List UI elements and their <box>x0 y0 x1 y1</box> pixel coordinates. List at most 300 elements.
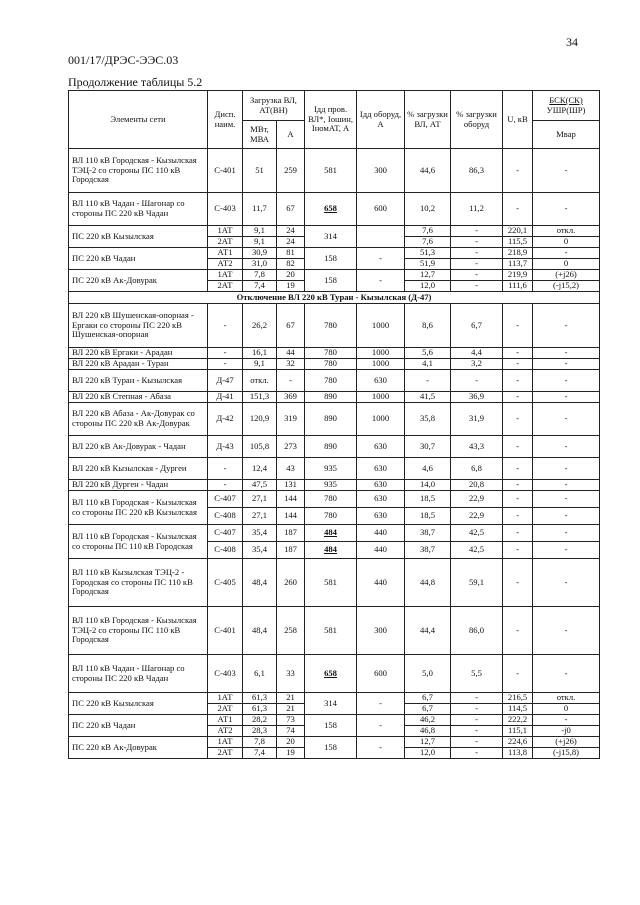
header-elements: Элементы сети <box>69 91 208 149</box>
pct-obor: - <box>451 270 503 281</box>
disp-name: С-403 <box>208 193 243 226</box>
pct-vl: 12,7 <box>405 737 451 748</box>
load-a: 187 <box>277 525 305 542</box>
load-a: 319 <box>277 403 305 436</box>
pct-vl: 7,6 <box>405 237 451 248</box>
element-name: ВЛ 220 кВ Дурген - Чадан <box>69 480 208 491</box>
load-a: 131 <box>277 480 305 491</box>
pct-obor: - <box>451 248 503 259</box>
disp-name: С-408 <box>208 508 243 525</box>
pct-obor: 20,8 <box>451 480 503 491</box>
voltage: - <box>503 149 533 193</box>
idd-obor: 630 <box>357 491 405 508</box>
disp-name: АТ1 <box>208 715 243 726</box>
pct-vl: 14,0 <box>405 480 451 491</box>
idd-prov: 780 <box>305 359 357 370</box>
idd-obor: 1000 <box>357 348 405 359</box>
bsk-value: откл. <box>533 693 600 704</box>
load-mw: 27,1 <box>243 491 277 508</box>
disp-name: С-408 <box>208 542 243 559</box>
bsk-value: - <box>533 403 600 436</box>
load-mw: 28,3 <box>243 726 277 737</box>
element-name: ПС 220 кВ Кызылская <box>69 693 208 715</box>
load-mw: откл. <box>243 370 277 392</box>
pct-vl: 30,7 <box>405 436 451 458</box>
element-name: ВЛ 110 кВ Кызылская ТЭЦ-2 - Городская со стороны ПС 110 кВ Городская <box>69 559 208 607</box>
pct-vl: 5,0 <box>405 655 451 693</box>
header-idd-prov: Iдд пров. ВЛ*, Iошин, IномАТ, А <box>305 91 357 149</box>
disp-name: 1АТ <box>208 226 243 237</box>
idd-prov: 890 <box>305 392 357 403</box>
idd-prov: 581 <box>305 607 357 655</box>
voltage: - <box>503 370 533 392</box>
table-row <box>69 403 600 436</box>
load-a: 33 <box>277 655 305 693</box>
load-mw: 31,0 <box>243 259 277 270</box>
idd-prov: 890 <box>305 403 357 436</box>
disp-name: - <box>208 359 243 370</box>
load-mw: 7,8 <box>243 270 277 281</box>
table-row <box>69 655 600 693</box>
voltage: - <box>503 480 533 491</box>
idd-prov: 780 <box>305 370 357 392</box>
voltage: 219,9 <box>503 270 533 281</box>
pct-obor: 6,8 <box>451 458 503 480</box>
bsk-value: - <box>533 248 600 259</box>
load-a: 82 <box>277 259 305 270</box>
header-bsk <box>533 91 600 121</box>
pct-vl: 51,9 <box>405 259 451 270</box>
pct-vl: - <box>405 370 451 392</box>
voltage: 220,1 <box>503 226 533 237</box>
table-row <box>69 304 600 348</box>
header-u: U, кВ <box>503 91 533 149</box>
pct-obor: 22,9 <box>451 491 503 508</box>
disp-name: С-401 <box>208 149 243 193</box>
idd-obor: 440 <box>357 559 405 607</box>
idd-prov: 158 <box>305 715 357 737</box>
voltage: - <box>503 403 533 436</box>
pct-vl: 18,5 <box>405 508 451 525</box>
idd-prov: 581 <box>305 149 357 193</box>
element-name: ВЛ 220 кВ Ергаки - Арадан <box>69 348 208 359</box>
voltage: - <box>503 193 533 226</box>
element-name: ВЛ 110 кВ Городская - Кызылская ТЭЦ-2 со стороны ПС 110 кВ Городская <box>69 149 208 193</box>
pct-obor: 86,3 <box>451 149 503 193</box>
load-a: 273 <box>277 436 305 458</box>
table-row <box>69 370 600 392</box>
voltage: 218,9 <box>503 248 533 259</box>
load-mw: 48,4 <box>243 607 277 655</box>
disp-name: С-403 <box>208 655 243 693</box>
load-mw: 16,1 <box>243 348 277 359</box>
bsk-value: - <box>533 348 600 359</box>
pct-vl: 44,4 <box>405 607 451 655</box>
voltage: - <box>503 359 533 370</box>
load-a: - <box>277 370 305 392</box>
bsk-value: - <box>533 559 600 607</box>
bsk-value: - <box>533 392 600 403</box>
bsk-value: 0 <box>533 704 600 715</box>
pct-vl: 38,7 <box>405 525 451 542</box>
idd-prov: 935 <box>305 480 357 491</box>
pct-obor: - <box>451 237 503 248</box>
voltage: - <box>503 559 533 607</box>
idd-prov: 935 <box>305 458 357 480</box>
load-a: 260 <box>277 559 305 607</box>
table-row <box>69 348 600 359</box>
load-a: 73 <box>277 715 305 726</box>
load-a: 67 <box>277 304 305 348</box>
disp-name: 2АТ <box>208 704 243 715</box>
idd-obor: - <box>357 737 405 759</box>
disp-name: 1АТ <box>208 270 243 281</box>
pct-vl: 8,6 <box>405 304 451 348</box>
load-a: 20 <box>277 737 305 748</box>
load-mw: 26,2 <box>243 304 277 348</box>
disp-name: - <box>208 348 243 359</box>
table-row <box>69 248 600 259</box>
idd-prov: 484 <box>305 542 357 559</box>
element-name: ВЛ 110 кВ Городская - Кызылская ТЭЦ-2 со стороны ПС 110 кВ Городская <box>69 607 208 655</box>
table-row <box>69 480 600 491</box>
pct-vl: 12,0 <box>405 748 451 759</box>
table-row <box>69 491 600 508</box>
voltage: 115,5 <box>503 237 533 248</box>
bsk-value: - <box>533 370 600 392</box>
load-mw: 105,8 <box>243 436 277 458</box>
load-mw: 28,2 <box>243 715 277 726</box>
load-a: 144 <box>277 508 305 525</box>
header-pct-obor: % загрузки оборуд <box>451 91 503 149</box>
voltage: 113,8 <box>503 748 533 759</box>
pct-obor: - <box>451 370 503 392</box>
voltage: - <box>503 348 533 359</box>
disp-name: - <box>208 304 243 348</box>
header-load-a: А <box>277 121 305 149</box>
header-bsk-top: БСК(СК) <box>549 94 583 105</box>
pct-vl: 18,5 <box>405 491 451 508</box>
voltage: - <box>503 607 533 655</box>
disp-name: С-405 <box>208 559 243 607</box>
section-title: Отключение ВЛ 220 кВ Туран - Кызылская (Д-47) <box>69 292 600 304</box>
header-load: Загрузка ВЛ, АТ(ВН) <box>243 91 305 121</box>
pct-vl: 51,3 <box>405 248 451 259</box>
idd-obor: 630 <box>357 458 405 480</box>
voltage: - <box>503 304 533 348</box>
idd-obor: 440 <box>357 542 405 559</box>
bsk-value: - <box>533 525 600 542</box>
element-name: ВЛ 220 кВ Арадан - Туран <box>69 359 208 370</box>
voltage: - <box>503 436 533 458</box>
element-name: ВЛ 220 кВ Степная - Абаза <box>69 392 208 403</box>
header-load-mw: МВт, МВА <box>243 121 277 149</box>
load-a: 19 <box>277 281 305 292</box>
bsk-value: (-j15,8) <box>533 748 600 759</box>
voltage: - <box>503 525 533 542</box>
load-a: 24 <box>277 226 305 237</box>
pct-obor: 11,2 <box>451 193 503 226</box>
load-mw: 12,4 <box>243 458 277 480</box>
table-row <box>69 270 600 281</box>
idd-prov: 780 <box>305 508 357 525</box>
element-name: ВЛ 220 кВ Туран - Кызылская <box>69 370 208 392</box>
table-row <box>69 193 600 226</box>
element-name: ВЛ 220 кВ Кызылская - Дургеи <box>69 458 208 480</box>
pct-vl: 44,8 <box>405 559 451 607</box>
disp-name: АТ2 <box>208 259 243 270</box>
idd-obor: 630 <box>357 370 405 392</box>
load-mw: 7,8 <box>243 737 277 748</box>
bsk-value: - <box>533 458 600 480</box>
load-table <box>68 90 600 759</box>
idd-prov: 890 <box>305 436 357 458</box>
disp-name: Д-43 <box>208 436 243 458</box>
load-mw: 9,1 <box>243 226 277 237</box>
voltage: 216,5 <box>503 693 533 704</box>
load-mw: 120,9 <box>243 403 277 436</box>
pct-vl: 10,2 <box>405 193 451 226</box>
disp-name: Д-47 <box>208 370 243 392</box>
load-a: 369 <box>277 392 305 403</box>
idd-prov: 158 <box>305 737 357 759</box>
table-row <box>69 436 600 458</box>
pct-obor: - <box>451 737 503 748</box>
table-row <box>69 359 600 370</box>
bsk-value: - <box>533 359 600 370</box>
idd-obor: - <box>357 693 405 715</box>
pct-obor: - <box>451 748 503 759</box>
pct-vl: 12,7 <box>405 270 451 281</box>
load-mw: 61,3 <box>243 693 277 704</box>
table-row <box>69 715 600 726</box>
pct-obor: 3,2 <box>451 359 503 370</box>
header-bsk-unit: Мвар <box>533 121 600 149</box>
disp-name: С-407 <box>208 491 243 508</box>
pct-vl: 38,7 <box>405 542 451 559</box>
element-name: ВЛ 220 кВ Ак-Довурак - Чадан <box>69 436 208 458</box>
pct-vl: 4,6 <box>405 458 451 480</box>
header-pct-vl: % загрузки ВЛ, АТ <box>405 91 451 149</box>
load-mw: 9,1 <box>243 359 277 370</box>
pct-vl: 6,7 <box>405 693 451 704</box>
element-name: ПС 220 кВ Чадан <box>69 248 208 270</box>
element-name: ПС 220 кВ Ак-Довурак <box>69 737 208 759</box>
disp-name: С-401 <box>208 607 243 655</box>
bsk-value: - <box>533 436 600 458</box>
table-row <box>69 458 600 480</box>
bsk-value: 0 <box>533 237 600 248</box>
element-name: ВЛ 220 кВ Шушенская-опорная - Ергаки со стороны ПС 220 кВ Шушенская-опорная <box>69 304 208 348</box>
load-mw: 11,7 <box>243 193 277 226</box>
pct-obor: - <box>451 226 503 237</box>
idd-obor: 630 <box>357 508 405 525</box>
pct-obor: - <box>451 726 503 737</box>
pct-vl: 12,0 <box>405 281 451 292</box>
load-a: 259 <box>277 149 305 193</box>
bsk-value: - <box>533 542 600 559</box>
pct-vl: 7,6 <box>405 226 451 237</box>
idd-obor: 630 <box>357 480 405 491</box>
pct-vl: 4,1 <box>405 359 451 370</box>
pct-obor: 42,5 <box>451 525 503 542</box>
idd-obor: 1000 <box>357 304 405 348</box>
bsk-value: - <box>533 480 600 491</box>
bsk-value: откл. <box>533 226 600 237</box>
idd-obor: 600 <box>357 655 405 693</box>
load-a: 67 <box>277 193 305 226</box>
idd-prov: 158 <box>305 270 357 292</box>
load-mw: 30,9 <box>243 248 277 259</box>
disp-name: Д-41 <box>208 392 243 403</box>
table-row <box>69 693 600 704</box>
pct-obor: - <box>451 704 503 715</box>
pct-obor: 4,4 <box>451 348 503 359</box>
pct-obor: - <box>451 259 503 270</box>
element-name: ПС 220 кВ Чадан <box>69 715 208 737</box>
pct-vl: 41,5 <box>405 392 451 403</box>
table-row <box>69 607 600 655</box>
pct-vl: 46,8 <box>405 726 451 737</box>
bsk-value: - <box>533 304 600 348</box>
voltage: - <box>503 491 533 508</box>
bsk-value: 0 <box>533 259 600 270</box>
bsk-value: - <box>533 655 600 693</box>
pct-vl: 35,8 <box>405 403 451 436</box>
document-id: 001/17/ДРЭС-ЭЭС.03 <box>68 53 179 67</box>
idd-obor: 1000 <box>357 392 405 403</box>
idd-prov: 314 <box>305 226 357 248</box>
pct-obor: 43,3 <box>451 436 503 458</box>
load-a: 21 <box>277 693 305 704</box>
idd-prov: 581 <box>305 559 357 607</box>
voltage: - <box>503 655 533 693</box>
element-name: ВЛ 110 кВ Городская - Кызылская со стороны ПС 220 кВ Кызылская <box>69 491 208 525</box>
load-a: 19 <box>277 748 305 759</box>
load-a: 43 <box>277 458 305 480</box>
bsk-value: -j0 <box>533 726 600 737</box>
pct-vl: 5,6 <box>405 348 451 359</box>
load-a: 21 <box>277 704 305 715</box>
idd-obor: - <box>357 270 405 292</box>
idd-obor: 1000 <box>357 359 405 370</box>
bsk-value: (+j26) <box>533 270 600 281</box>
table-row <box>69 226 600 237</box>
table-row <box>69 737 600 748</box>
voltage: - <box>503 508 533 525</box>
load-a: 32 <box>277 359 305 370</box>
load-a: 20 <box>277 270 305 281</box>
idd-prov: 658 <box>305 193 357 226</box>
bsk-value: - <box>533 508 600 525</box>
bsk-value: - <box>533 491 600 508</box>
idd-prov: 158 <box>305 248 357 270</box>
disp-name: Д-42 <box>208 403 243 436</box>
table-row <box>69 559 600 607</box>
element-name: ВЛ 110 кВ Чадан - Шагонар со стороны ПС 220 кВ Чадан <box>69 655 208 693</box>
load-mw: 47,5 <box>243 480 277 491</box>
table-caption: Продолжение таблицы 5.2 <box>68 75 203 89</box>
disp-name: - <box>208 458 243 480</box>
load-mw: 35,4 <box>243 542 277 559</box>
element-name: ПС 220 кВ Ак-Довурак <box>69 270 208 292</box>
section-row <box>69 292 600 304</box>
bsk-value: (-j15,2) <box>533 281 600 292</box>
load-mw: 48,4 <box>243 559 277 607</box>
voltage: 222,2 <box>503 715 533 726</box>
idd-obor: 630 <box>357 436 405 458</box>
pct-obor: 5,5 <box>451 655 503 693</box>
voltage: 115,1 <box>503 726 533 737</box>
pct-obor: - <box>451 693 503 704</box>
load-mw: 35,4 <box>243 525 277 542</box>
element-name: ВЛ 220 кВ Абаза - Ак-Довурак со стороны ПС 220 кВ Ак-Довурак <box>69 403 208 436</box>
load-a: 74 <box>277 726 305 737</box>
element-name: ВЛ 110 кВ Городская - Кызылская со стороны ПС 110 кВ Городская <box>69 525 208 559</box>
voltage: 224,6 <box>503 737 533 748</box>
load-mw: 7,4 <box>243 281 277 292</box>
load-mw: 6,1 <box>243 655 277 693</box>
idd-prov: 780 <box>305 304 357 348</box>
idd-prov: 658 <box>305 655 357 693</box>
load-mw: 151,3 <box>243 392 277 403</box>
load-a: 81 <box>277 248 305 259</box>
pct-obor: 36,9 <box>451 392 503 403</box>
voltage: 114,5 <box>503 704 533 715</box>
disp-name: АТ2 <box>208 726 243 737</box>
voltage: - <box>503 458 533 480</box>
load-a: 187 <box>277 542 305 559</box>
header-bsk-mid: УШР(ШР) <box>546 104 586 115</box>
load-a: 24 <box>277 237 305 248</box>
voltage: 111,6 <box>503 281 533 292</box>
bsk-value: - <box>533 193 600 226</box>
pct-vl: 44,6 <box>405 149 451 193</box>
pct-obor: 22,9 <box>451 508 503 525</box>
disp-name: 1АТ <box>208 737 243 748</box>
idd-obor: - <box>357 715 405 737</box>
pct-obor: 42,5 <box>451 542 503 559</box>
idd-prov: 484 <box>305 525 357 542</box>
element-name: ПС 220 кВ Кызылская <box>69 226 208 248</box>
disp-name: 2АТ <box>208 281 243 292</box>
bsk-value: - <box>533 715 600 726</box>
load-mw: 7,4 <box>243 748 277 759</box>
voltage: 113,7 <box>503 259 533 270</box>
pct-obor: - <box>451 715 503 726</box>
voltage: - <box>503 392 533 403</box>
load-mw: 9,1 <box>243 237 277 248</box>
bsk-value: - <box>533 149 600 193</box>
idd-obor: - <box>357 248 405 270</box>
idd-prov: 314 <box>305 693 357 715</box>
table-row <box>69 525 600 542</box>
pct-obor: - <box>451 281 503 292</box>
load-mw: 61,3 <box>243 704 277 715</box>
load-a: 258 <box>277 607 305 655</box>
idd-prov: 780 <box>305 348 357 359</box>
header-idd-obor: Iдд оборуд, А <box>357 91 405 149</box>
idd-obor: 600 <box>357 193 405 226</box>
disp-name: АТ1 <box>208 248 243 259</box>
header-disp: Дисп. наим. <box>208 91 243 149</box>
pct-obor: 59,1 <box>451 559 503 607</box>
idd-obor: 300 <box>357 149 405 193</box>
pct-obor: 31,9 <box>451 403 503 436</box>
disp-name: 2АТ <box>208 237 243 248</box>
idd-obor <box>357 226 405 248</box>
voltage: - <box>503 542 533 559</box>
